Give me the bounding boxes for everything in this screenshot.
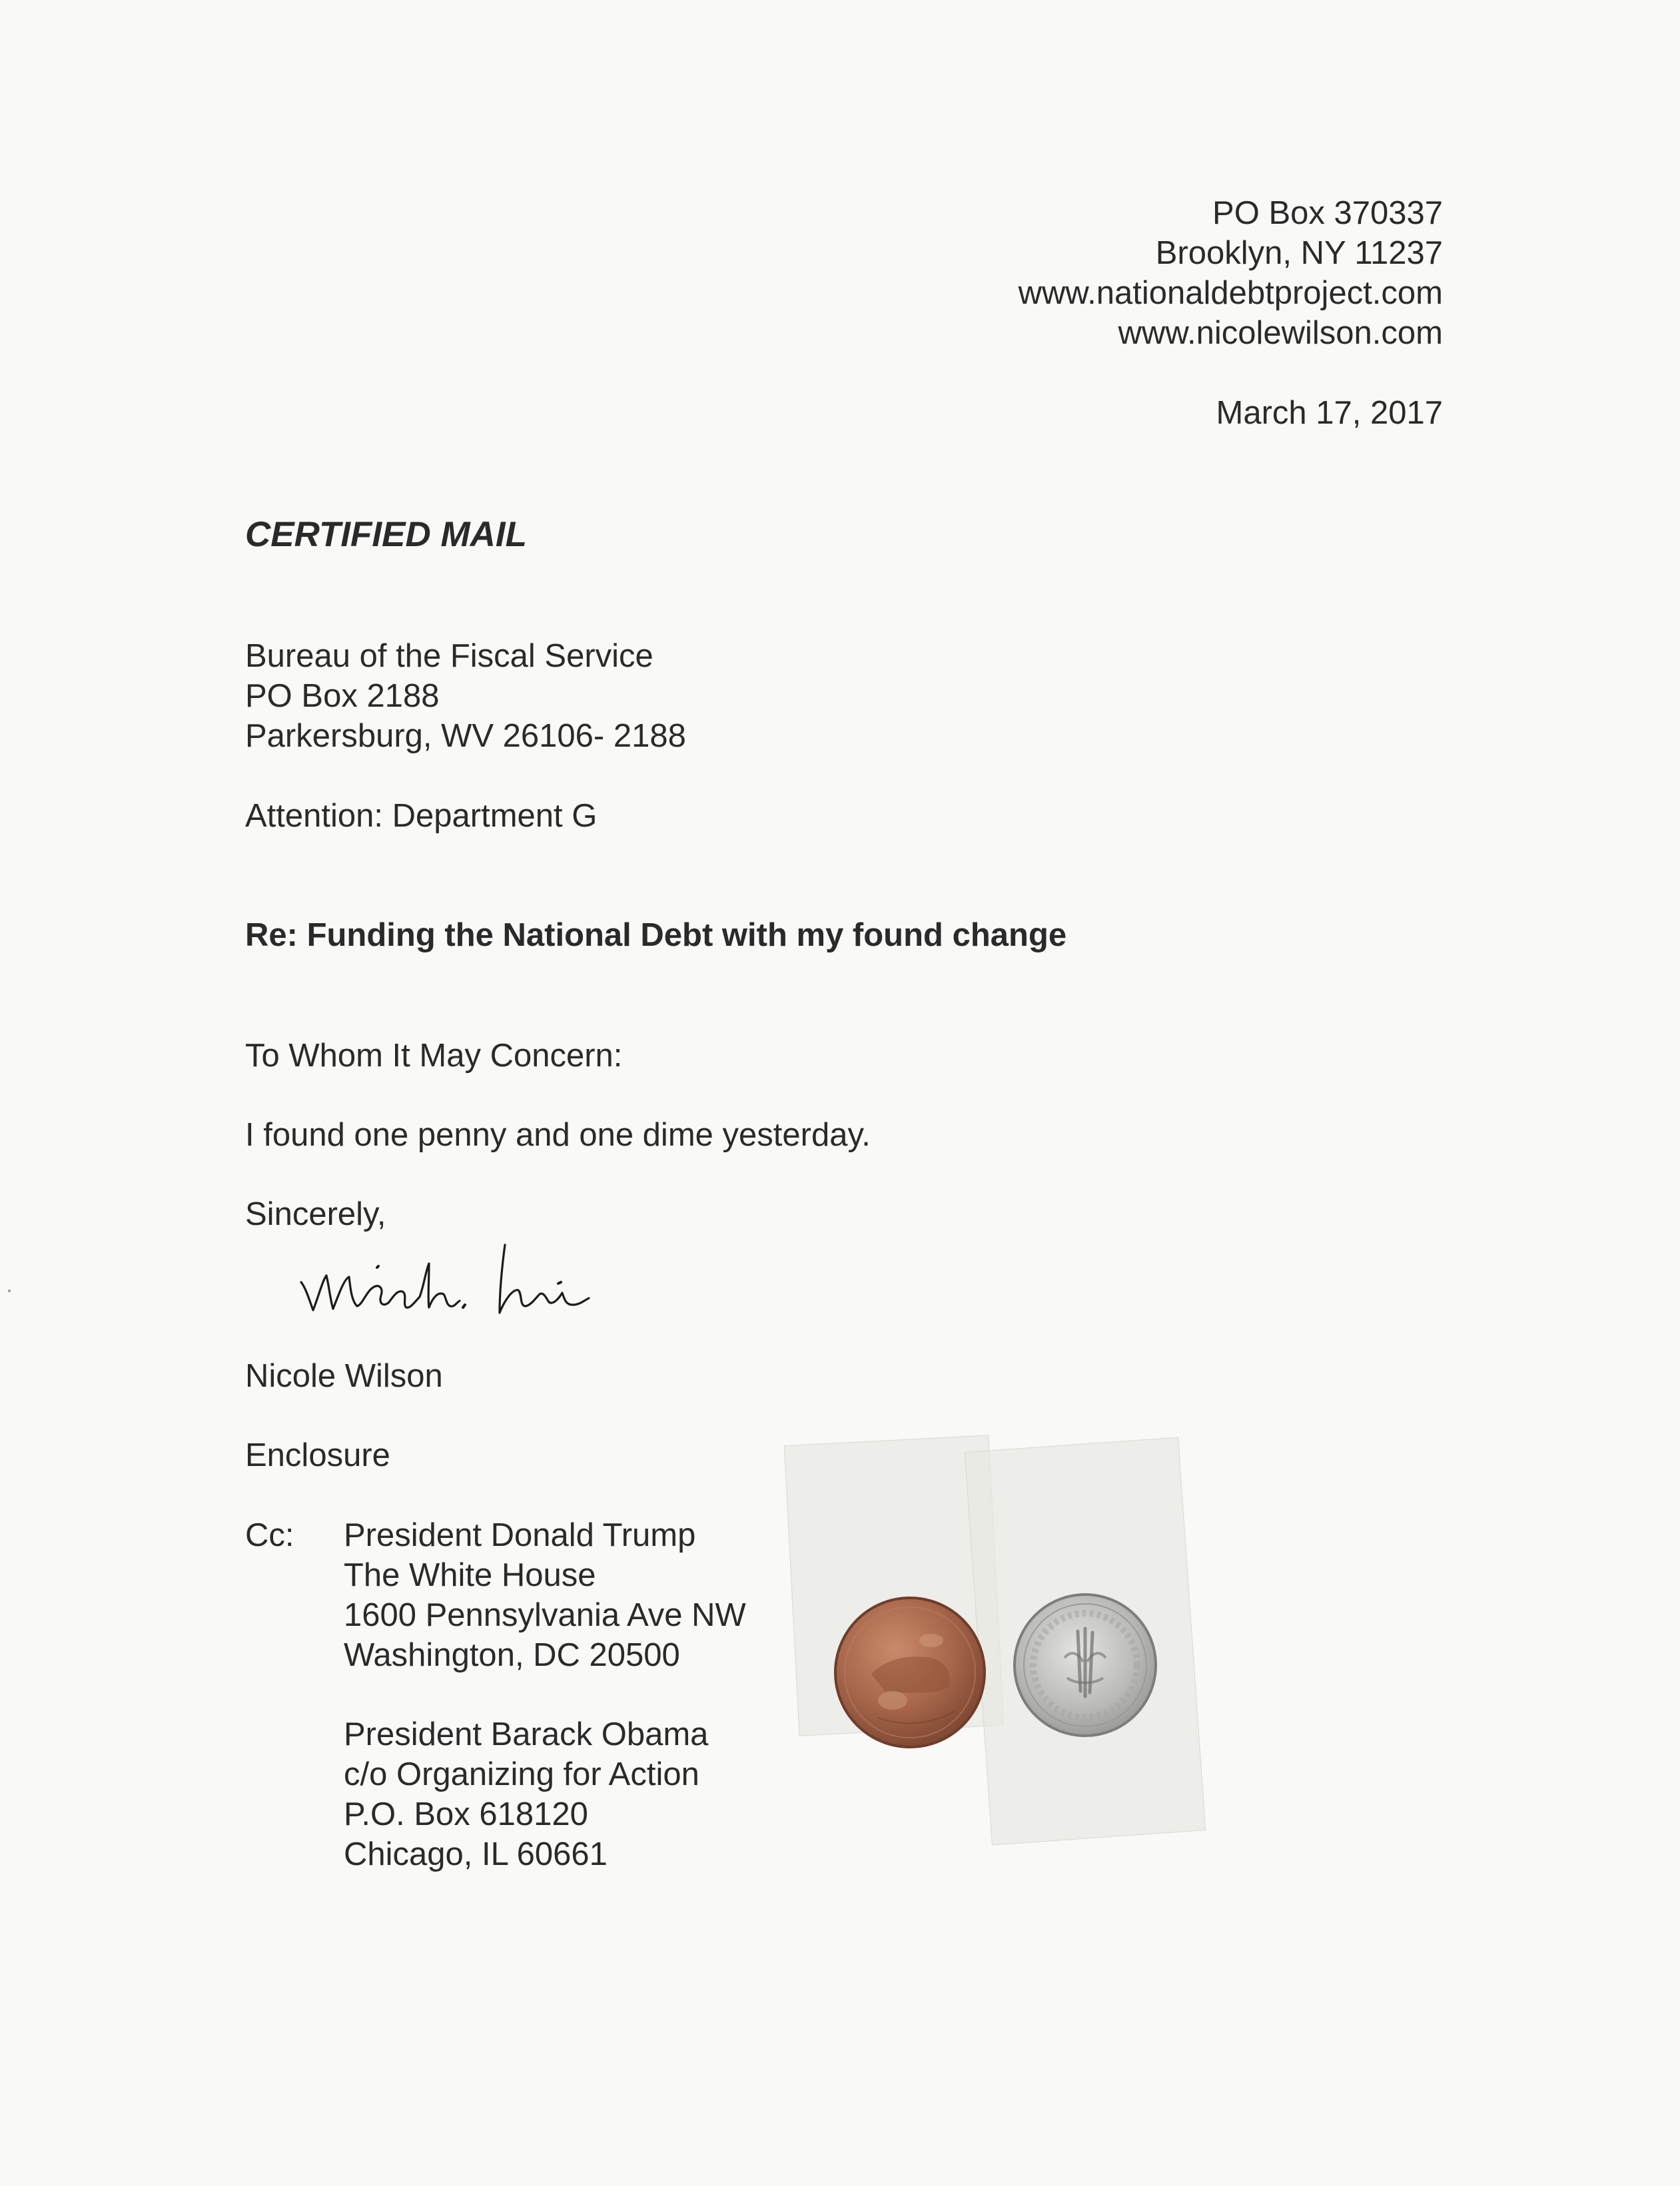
paper-speck: [8, 1289, 11, 1292]
sender-website-1: www.nationaldebtproject.com: [1018, 275, 1443, 311]
cc-recipient-line3: Chicago, IL 60661: [344, 1836, 608, 1872]
dime-coin: [1011, 1591, 1159, 1739]
cc-recipient-line2: 1600 Pennsylvania Ave NW: [344, 1597, 746, 1633]
cc-recipient-name: President Donald Trump: [344, 1517, 696, 1553]
penny-coin: [831, 1594, 989, 1751]
cc-recipient-line3: Washington, DC 20500: [344, 1637, 680, 1673]
sender-address-line2: Brooklyn, NY 11237: [1155, 235, 1443, 271]
letter-body: I found one penny and one dime yesterday.: [245, 1117, 871, 1153]
cc-recipient-obama: [344, 1714, 708, 1874]
salutation: To Whom It May Concern:: [245, 1038, 623, 1074]
recipient-name: Bureau of the Fiscal Service: [245, 638, 653, 674]
letter-date: March 17, 2017: [1216, 395, 1443, 431]
recipient-address-line2: Parkersburg, WV 26106- 2188: [245, 718, 686, 754]
recipient-address-block: [245, 636, 686, 756]
sender-address-line1: PO Box 370337: [1212, 195, 1443, 231]
cc-recipient-line1: c/o Organizing for Action: [344, 1756, 699, 1792]
handwritten-signature: [293, 1222, 679, 1335]
enclosure-note: Enclosure: [245, 1437, 390, 1473]
sender-address-block: [1019, 193, 1443, 353]
cc-recipient-name: President Barack Obama: [344, 1716, 709, 1752]
closing: Sincerely,: [245, 1196, 386, 1232]
cc-recipient-trump: [344, 1515, 746, 1675]
cc-recipient-line1: The White House: [344, 1557, 596, 1593]
subject-line: Re: Funding the National Debt with my found change: [245, 917, 1067, 953]
cc-label: Cc:: [245, 1517, 294, 1553]
sender-website-2: www.nicolewilson.com: [1118, 315, 1443, 351]
attention-line: Attention: Department G: [245, 798, 598, 834]
cc-recipient-line2: P.O. Box 618120: [344, 1796, 588, 1832]
recipient-address-line1: PO Box 2188: [245, 678, 440, 714]
certified-mail-heading: CERTIFIED MAIL: [245, 515, 528, 554]
signer-name: Nicole Wilson: [245, 1358, 443, 1394]
